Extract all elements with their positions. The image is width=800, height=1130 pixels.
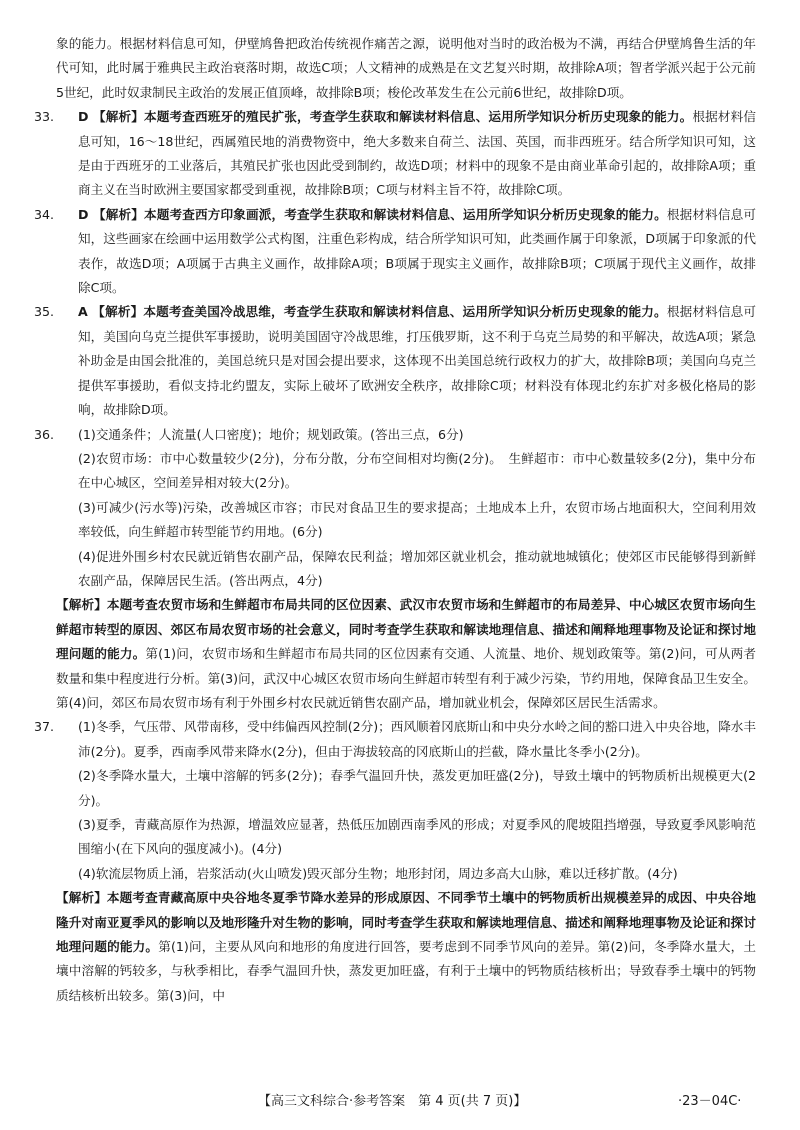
analysis-body: 第(1)问，农贸市场和生鲜超市布局共同的区位因素有交通、人流量、地价、规划政策等。第(2)问，可从两者数量和集中程度进行分析。第(3)问，武汉中心城区农贸市场向生鲜超市转型有利于减少污染，节约用地，保障食品卫生安全。第(4)问，郊区布局农贸市场有利于外围乡村农民就近销售农副产品，增加就业机会，保障郊区居民生活需求。 [56,646,756,710]
answer-37-item-4: (4)软流层物质上涌，岩浆活动(火山喷发)毁灭部分生物；地形封闭，周边多高大山脉，难以迁移扩散。(4分) [78,865,678,881]
answer-lead: A 【解析】本题考查美国冷战思维，考查学生获取和解读材料信息、运用所学知识分析历史现象的能力。 [78,304,667,320]
answer-37-item-2: (2)冬季降水量大，土壤中溶解的钙多(2分)；春季气温回升快，蒸发更加旺盛(2分)，导致土壤中的钙物质析出规模更大(2分)。 [78,768,756,808]
answer-36-item-3: (3)可减少(污水等)污染，改善城区市容；市民对食品卫生的要求提高；土地成本上升，农贸市场占地面积大，空间利用效率较低，向生鲜超市转型能节约用地。(6分) [78,499,756,540]
answer-body: 根据材料信息可知，这些画家在绘画中运用数学公式构图，注重色彩构成，结合所学知识可知，此类画作属于印象派，D项属于印象派的代表作，故选D项；A项属于古典主义画作，故排除A项；B项属于现实主义画作，故排除B项；C项属于现代主义画作，故排除C项。 [78,206,757,296]
answer-36-item-2: (2)农贸市场：市中心数量较少(2分)，分布分散，分布空间相对均衡(2分)。 生鲜超市：市中心数量较多(2分)，集中分布在中心城区，空间差异相对较大(2分)。 [78,450,756,491]
footer-code: ·23－04C· [678,1094,742,1109]
footer-page-label: 【高三文科综合·参考答案 第 4 页(共 7 页)】 [258,1094,527,1109]
answer-36-item-1 [34,423,756,447]
analysis-37 [56,886,756,1008]
analysis-lead: 【解析】本题考查青藏高原中央谷地冬夏季节降水差异的形成原因、不同季节土壤中的钙物质析出规模差异的成因、中央谷地隆升对南亚夏季风的影响以及地形隆升对生物的影响，同时考查学生获取和解读地理信息、描述和阐释地理事物及论证和探讨地理问题的能力。 [56,890,756,955]
analysis-36 [56,593,756,715]
answer-sheet [34,32,757,1008]
analysis-lead: 【解析】本题考查农贸市场和生鲜超市布局共同的区位因素、武汉市农贸市场和生鲜超市的布局差异、中心城区农贸市场向生鲜超市转型的原因、郊区布局农贸市场的社会意义，同时考查学生获取和解读地理信息、描述和阐释地理事物及论证和探讨地理问题的能力。 [56,597,756,662]
answer-35 [34,300,757,422]
continuation-paragraph: 象的能力。根据材料信息可知，伊壁鸠鲁把政治传统视作痛苦之源，说明他对当时的政治极为不满，再结合伊壁鸠鲁生活的年代可知，此时属于雅典民主政治衰落时期，故选C项；人文精神的成熟是在文艺复兴时期，故排除A项；智者学派兴起于公元前5世纪，此时奴隶制民主政治的发展正值顶峰，故排除B项；梭伦改革发生在公元前6世纪，故排除D项。 [56,36,756,100]
answer-body: 根据材料信息可知，16～18世纪，西属殖民地的消费物资中，绝大多数来自荷兰、法国、英国，而非西班牙。结合所学知识可知，这是由于西班牙的工业落后，其殖民扩张也因此受到制约，故选D项；材料中的现象不是由商业革命引起的，故排除A项；重商主义在当时欧洲主要国家都受到重视，故排除B项；C项与材料主旨不符，故排除C项。 [78,109,756,198]
answer-37-item-1 [34,715,756,764]
answer-lead: D 【解析】本题考查西班牙的殖民扩张，考查学生获取和解读材料信息、运用所学知识分析历史现象的能力。 [78,109,693,125]
answer-33 [34,105,756,203]
question-number: 33. [34,109,55,125]
analysis-body: 第(1)问，主要从风向和地形的角度进行回答，要考虑到不同季节风向的差异。第(2)问，冬季降水量大，土壤中溶解的钙较多，与秋季相比，春季气温回升快，蒸发更加旺盛，有利于土壤中的钙物质结核析出；导致春季土壤中的钙物质结核析出较多。第(3)问，中 [56,939,757,1003]
question-number: 34. [34,206,55,222]
answer-36-item-4: (4)促进外围乡村农民就近销售农副产品，保障农民利益；增加郊区就业机会，推动就地城镇化；使郊区市民能够得到新鲜农副产品，保障居民生活。(答出两点，4分) [78,548,756,588]
answer-34 [34,203,757,301]
question-number: 37. [34,719,55,735]
answer-37-item-3: (3)夏季，青藏高原作为热源，增温效应显著，热低压加剧西南季风的形成；对夏季风的爬坡阻挡增强，导致夏季风影响范围缩小(在下风向的强度减小)。(4分) [78,817,756,857]
answer-lead: D 【解析】本题考查西方印象画派，考查学生获取和解读材料信息、运用所学知识分析历史现象的能力。 [78,206,667,222]
answer-body: 根据材料信息可知，美国向乌克兰提供军事援助，说明美国固守冷战思维，打压俄罗斯，这不利于乌克兰局势的和平解决，故选A项；紧急补助金是由国会批准的，美国总统只是对国会提出要求，这体现不出美国总统行政权力的扩大，故排除B项；美国向乌克兰提供军事援助，看似支持北约盟友，实际上破坏了欧洲安全秩序，故排除C项；材料没有体现北约东扩对多极化格局的影响，故排除D项。 [78,304,757,418]
answer-item: (1)冬季，气压带、风带南移，受中纬偏西风控制(2分)；西风顺着冈底斯山和中央分水岭之间的豁口进入中央谷地，降水丰沛(2分)。夏季，西南季风带来降水(2分)，但由于海拔较高的冈底斯山的拦截，降水量比冬季小(2分)。 [78,719,756,759]
question-number: 35. [34,304,55,320]
answer-item: (1)交通条件；人流量(人口密度)；地价；规划政策。(答出三点，6分) [78,426,464,442]
question-number: 36. [34,426,55,442]
